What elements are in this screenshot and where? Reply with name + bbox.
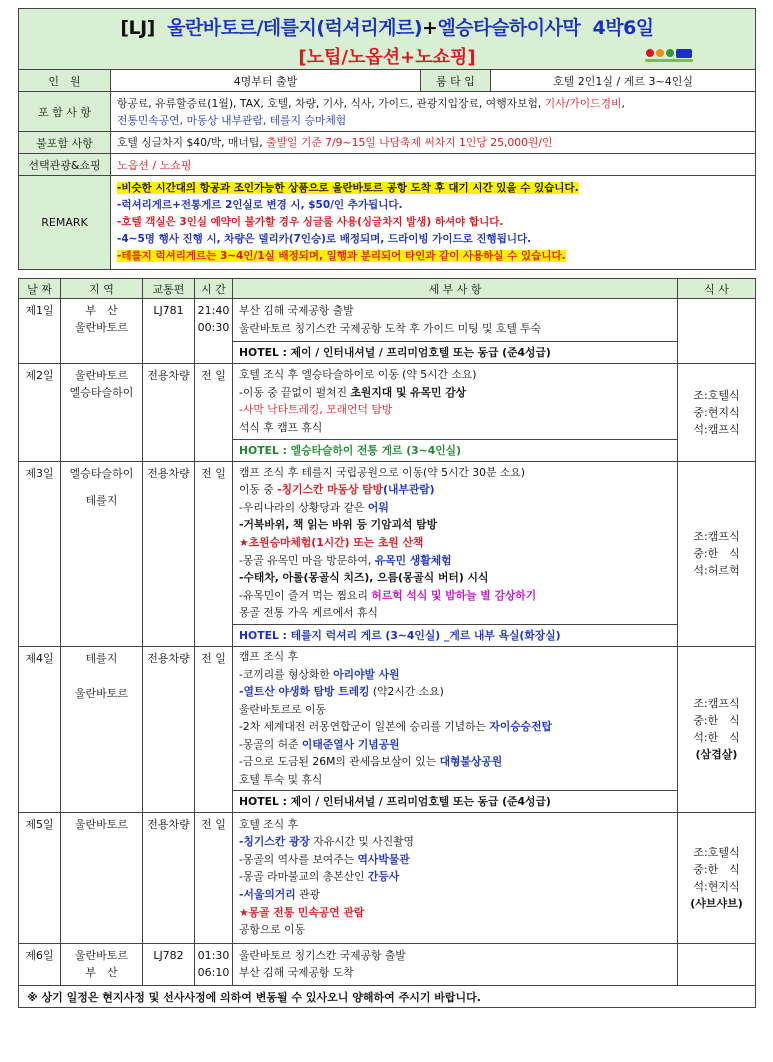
remark-item: -럭셔리게르+전통게르 2인실로 변경 시, $50/인 추가됩니다.: [117, 199, 403, 211]
detail-line: 석식 후 캠프 휴식: [239, 420, 323, 434]
day-date: 제6일: [19, 943, 61, 985]
day-meals: [678, 299, 756, 364]
schedule-table: [18, 278, 756, 1008]
day-time: 21:40 00:30: [195, 299, 233, 364]
detail-line: -코끼리를 형상화한 아리야발 사원: [239, 667, 400, 681]
detail-line: -수태차, 아롤(몽골식 치즈), 으름(몽골식 버터) 시식: [239, 571, 489, 585]
detail-line: 몽골 전통 가옥 게르에서 휴식: [239, 606, 378, 620]
day-date: 제1일: [19, 299, 61, 364]
day-meals: [678, 943, 756, 985]
day-date: 제2일: [19, 364, 61, 461]
detail-line: 울란바토르 칭기스칸 국제공항 도착 후 가이드 미팅 및 호텔 투숙: [239, 321, 542, 335]
day-details: [233, 364, 678, 461]
include-text-2: ,: [621, 96, 625, 110]
day-details: [233, 299, 678, 364]
info-table: [18, 69, 756, 270]
day-region: 울란바토르: [61, 812, 143, 943]
detail-line: -금으로 도금된 26M의 관세음보살이 있는 대형불상공원: [239, 755, 503, 769]
detail-line: 호텔 조식 후: [239, 817, 299, 831]
detail-line: 호텔 투숙 및 휴식: [239, 773, 323, 787]
title-plus: +: [422, 17, 438, 39]
day-row-1: [19, 299, 756, 364]
day-date: 제4일: [19, 646, 61, 812]
day-transport: 전용차량: [143, 812, 195, 943]
title-main: 울란바토르/테를지(럭셔리게르): [167, 17, 423, 39]
title-days: 4박6일: [592, 17, 654, 39]
day-transport: 전용차량: [143, 461, 195, 646]
title-prefix: [LJ]: [120, 17, 155, 39]
title-banner: [18, 8, 756, 70]
col-region: 지 역: [61, 279, 143, 299]
detail-line: 부산 김해 국제공항 도착: [239, 966, 354, 980]
detail-line: -거북바위, 책 읽는 바위 등 기암괴석 탐방: [239, 518, 438, 532]
option-label: 선택관광&쇼핑: [19, 154, 111, 176]
detail-line: -우리나라의 상황당과 같은 어워: [239, 500, 389, 514]
detail-line: -서울의거리 관광: [239, 888, 320, 902]
day-details: [233, 461, 678, 646]
itinerary-page: [18, 8, 756, 1008]
detail-line: -몽골의 허준 이태준열사 기념공원: [239, 737, 400, 751]
day-time: 전 일: [195, 461, 233, 646]
remark-item: -테를지 럭셔리게르는 3~4인/1실 배정되며, 일행과 분리되어 타인과 같이 사용하실 수 있습니다.: [117, 250, 566, 262]
hotel-line: HOTEL : 제이 / 인터내셔널 / 프리미엄호텔 또는 동급 (준4성급): [233, 790, 677, 812]
brand-logo-icon: [643, 45, 695, 65]
day-row-2: [19, 364, 756, 461]
detail-line: -2차 세계대전 러몽연합군이 일본에 승리를 기념하는 자이승승전탑: [239, 720, 552, 734]
col-time: 시 간: [195, 279, 233, 299]
day-meals: 조:호텔식 중:한 식 석:현지식 (샤브샤브): [678, 812, 756, 943]
include-text-1: 항공료, 유류할증료(1월), TAX, 호텔, 차량, 기사, 식사, 가이드, 관광지입장료, 여행자보험,: [117, 96, 545, 110]
people-value: 4명부터 출발: [111, 70, 421, 92]
hotel-line: HOTEL : 제이 / 인터내셔널 / 프리미엄호텔 또는 동급 (준4성급): [233, 341, 677, 363]
option-value: 노옵션 / 노쇼핑: [111, 154, 756, 176]
detail-line: 울란바토르 칭기스칸 국제공항 출발: [239, 948, 406, 962]
page-title: [19, 13, 755, 40]
day-date: 제5일: [19, 812, 61, 943]
detail-line: -유목민이 즐겨 먹는 찜요리 허르헉 석식 및 밤하늘 별 감상하기: [239, 588, 537, 602]
day-row-3: [19, 461, 756, 646]
exclude-label: 불포함 사항: [19, 132, 111, 154]
col-meals: 식 사: [678, 279, 756, 299]
day-time: 전 일: [195, 646, 233, 812]
detail-line: -칭기스칸 광장 자유시간 및 사진촬영: [239, 835, 414, 849]
day-region: 울란바토르 엘승타슬하이: [61, 364, 143, 461]
remark-item: -호텔 객실은 3인실 예약이 불가할 경우 싱글룸 사용(싱글차지 발생) 하셔야 합니다.: [117, 216, 504, 228]
exclude-text-1: 호텔 싱글차지 $40/박, 매너팁,: [117, 136, 267, 149]
day-row-5: [19, 812, 756, 943]
day-row-4: [19, 646, 756, 812]
day-details: [233, 812, 678, 943]
day-meals: 조:캠프식 중:한 식 석:한 식 (삼겹살): [678, 646, 756, 812]
day-details: [233, 943, 678, 985]
detail-line: 캠프 조식 후: [239, 649, 299, 663]
hotel-line: HOTEL : 테를지 럭셔리 게르 (3~4인실) _게르 내부 욕실(화장실): [233, 624, 677, 646]
include-value: [111, 92, 756, 132]
detail-line: -열트산 야생화 탐방 트레킹 (약2시간 소요): [239, 685, 444, 699]
detail-line: -사막 낙타트레킹, 모래언덕 탐방: [239, 403, 393, 417]
exclude-value: [111, 132, 756, 154]
detail-line: 부산 김해 국제공항 출발: [239, 304, 354, 317]
detail-line: ★몽골 전통 민속공연 관람: [239, 905, 365, 919]
col-transport: 교통편: [143, 279, 195, 299]
schedule-header-row: [19, 279, 756, 299]
day-time: 01:30 06:10: [195, 943, 233, 985]
day-time: 전 일: [195, 364, 233, 461]
remark-item: -비슷한 시간대의 항공과 조인가능한 상품으로 울란바토르 공항 도착 후 대기 시간 있을 수 있습니다.: [117, 182, 579, 194]
footer-note: ※ 상기 일정은 현지사정 및 선사사정에 의하여 변동될 수 있사오니 양해하여 주시기 바랍니다.: [19, 986, 756, 1008]
day-meals: 조:호텔식 중:현지식 석:캠프식: [678, 364, 756, 461]
day-region: 엘승타슬하이 테를지: [61, 461, 143, 646]
day-date: 제3일: [19, 461, 61, 646]
col-date: 날 짜: [19, 279, 61, 299]
day-transport: 전용차량: [143, 646, 195, 812]
detail-line: -몽골 라마불교의 총본산인 간등사: [239, 870, 400, 884]
day-region: 테를지 울란바토르: [61, 646, 143, 812]
detail-line: 울란바토르로 이동: [239, 702, 326, 716]
remark-item: -4~5명 행사 진행 시, 차량은 델리카(7인승)로 배정되며, 드라이빙 가이드로 진행됩니다.: [117, 233, 532, 245]
hotel-line: HOTEL : 엘승타슬하이 전통 게르 (3~4인실): [233, 439, 677, 461]
detail-line: ★초원승마체험(1시간) 또는 초원 산책: [239, 535, 424, 549]
detail-line: -몽골 유목민 마을 방문하여, 유목민 생활체험: [239, 553, 452, 567]
include-text-3: 전통민속공연, 마동상 내부관람, 테를지 승마체험: [117, 113, 347, 127]
day-region: 울란바토르 부 산: [61, 943, 143, 985]
day-transport: LJ782: [143, 943, 195, 985]
day-details: [233, 646, 678, 812]
room-value: 호텔 2인1실 / 게르 3~4인실: [491, 70, 756, 92]
detail-line: 공항으로 이동: [239, 923, 306, 937]
detail-line: 캠프 조식 후 테를지 국립공원으로 이동(약 5시간 30분 소요): [239, 465, 525, 479]
detail-line: 호텔 조식 후 엘승타슬하이로 이동 (약 5시간 소요): [239, 368, 477, 382]
day-transport: LJ781: [143, 299, 195, 364]
detail-line: 이동 중 -칭기스칸 마동상 탐방(내부관람): [239, 483, 435, 497]
remark-list: [111, 176, 756, 270]
include-text-red: 기사/가이드경비: [544, 96, 622, 110]
day-region: 부 산 울란바토르: [61, 299, 143, 364]
exclude-text-red: 출발일 기준 7/9~15일 나담축제 써차지 1인당 25,000원/인: [266, 136, 553, 149]
day-time: 전 일: [195, 812, 233, 943]
day-meals: 조:캠프식 중:한 식 석:허르헉: [678, 461, 756, 646]
remark-label: REMARK: [19, 176, 111, 270]
day-row-6: [19, 943, 756, 985]
title-gobi: 엘승타슬하이사막: [437, 17, 581, 39]
detail-line: -이동 중 끝없이 펼쳐진 초원지대 및 유목민 감상: [239, 385, 467, 399]
room-label: 룸 타 입: [421, 70, 491, 92]
col-details: 세 부 사 항: [233, 279, 678, 299]
page-subtitle: [노팁/노옵션+노쇼핑]: [298, 47, 476, 68]
detail-line: -몽골의 역사를 보여주는 역사박물관: [239, 852, 410, 866]
people-label: 인 원: [19, 70, 111, 92]
day-transport: 전용차량: [143, 364, 195, 461]
include-label: 포 함 사 항: [19, 92, 111, 132]
